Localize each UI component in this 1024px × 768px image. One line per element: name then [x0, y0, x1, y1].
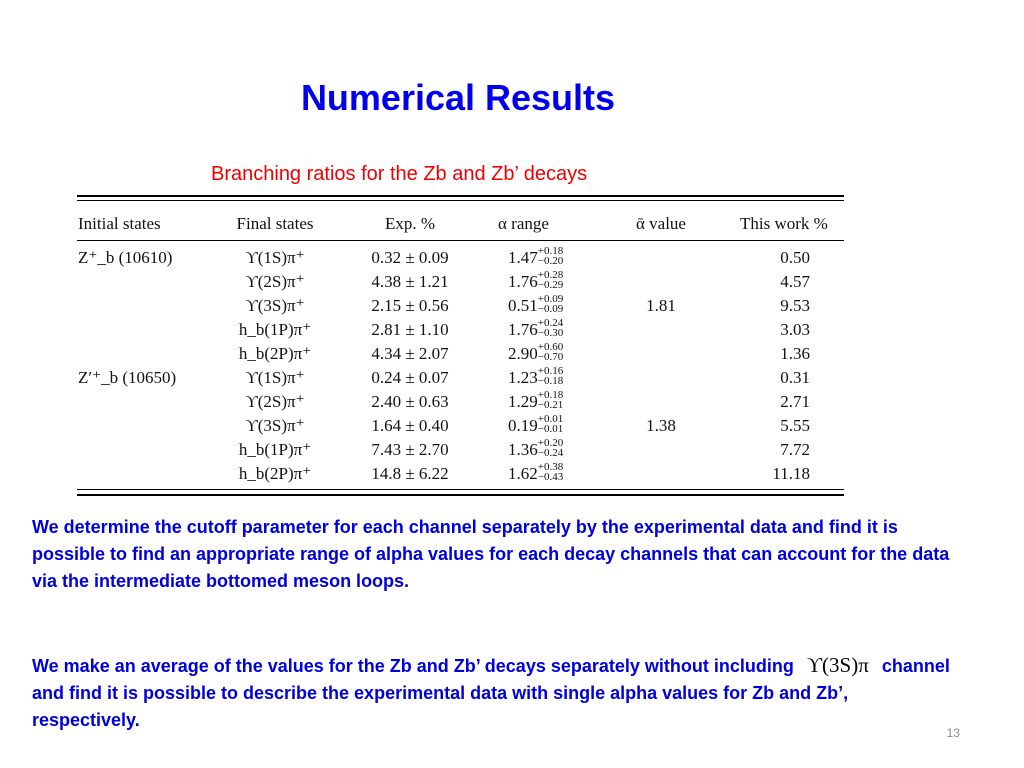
- cell-alpha-range: [508, 293, 618, 316]
- cell-this-work: 1.36: [780, 344, 810, 363]
- cell-exp: 2.15 ± 0.56: [371, 296, 449, 315]
- header-exp: Exp. %: [384, 214, 436, 233]
- alpha-uncertainty: [538, 414, 563, 434]
- upsilon-3s-pi-formula: ϒ(3S)π: [806, 653, 869, 677]
- alpha-value: 2.90: [508, 344, 538, 363]
- cell-final-state: h_b(2P)π⁺: [238, 464, 312, 483]
- cell-exp: 0.24 ± 0.07: [371, 368, 449, 387]
- paragraph-average-part2: channel and find it is possible to describe the experimental data with single alpha values for Zb and Zb’, respectively.: [32, 656, 950, 730]
- alpha-uncertainty: [538, 462, 563, 482]
- cell-exp: 4.34 ± 2.07: [371, 344, 449, 363]
- cell-exp: 4.38 ± 1.21: [371, 272, 449, 291]
- cell-this-work: 2.71: [780, 392, 810, 411]
- cell-alpha-range: [508, 437, 618, 460]
- table-top-rule: [77, 195, 844, 197]
- alpha-lower-error: −0.24: [537, 447, 564, 459]
- table-top-rule-2: [77, 200, 844, 201]
- cell-exp: 0.32 ± 0.09: [371, 248, 449, 267]
- alpha-uncertainty: [538, 294, 563, 314]
- cell-alpha-range: [508, 245, 618, 268]
- cell-this-work: 5.55: [780, 416, 810, 435]
- cell-alpha-bar: 1.81: [646, 296, 676, 315]
- alpha-lower-error: −0.70: [537, 351, 564, 363]
- alpha-upper-error: +0.09: [537, 293, 564, 305]
- cell-final-state: ϒ(3S)π⁺: [245, 416, 305, 435]
- paragraph-average-part1: We make an average of the values for the Zb and Zb’ decays separately without including: [32, 656, 794, 676]
- cell-this-work: 0.31: [780, 368, 810, 387]
- alpha-value: 1.47: [508, 248, 538, 267]
- alpha-uncertainty: [538, 390, 563, 410]
- cell-exp: 1.64 ± 0.40: [371, 416, 449, 435]
- table-header-rule: [77, 240, 844, 241]
- cell-alpha-range: [508, 317, 618, 340]
- table-caption: Branching ratios for the Zb and Zb’ decays: [211, 163, 588, 185]
- header-initial-states: Initial states: [78, 214, 161, 233]
- alpha-value: 1.76: [508, 272, 538, 291]
- table-bottom-rule: [77, 489, 844, 490]
- alpha-upper-error: +0.18: [537, 245, 564, 257]
- cell-this-work: 9.53: [780, 296, 810, 315]
- cell-this-work: 7.72: [780, 440, 810, 459]
- alpha-lower-error: −0.29: [537, 279, 564, 291]
- alpha-uncertainty: [538, 270, 563, 290]
- cell-final-state: ϒ(1S)π⁺: [245, 248, 305, 267]
- alpha-upper-error: +0.60: [537, 341, 564, 353]
- alpha-value: 1.36: [508, 440, 538, 459]
- alpha-lower-error: −0.30: [537, 327, 564, 339]
- cell-this-work: 0.50: [780, 248, 810, 267]
- alpha-upper-error: +0.20: [537, 437, 564, 449]
- slide-title: Numerical Results: [300, 77, 616, 118]
- alpha-value: 0.19: [508, 416, 538, 435]
- cell-initial-state: Z⁺_b (10610): [78, 248, 173, 267]
- alpha-lower-error: −0.01: [537, 423, 564, 435]
- cell-exp: 2.81 ± 1.10: [371, 320, 449, 339]
- alpha-value: 0.51: [508, 296, 538, 315]
- cell-exp: 7.43 ± 2.70: [371, 440, 449, 459]
- cell-alpha-range: [508, 389, 618, 412]
- page-number: 13: [946, 726, 960, 740]
- cell-final-state: ϒ(1S)π⁺: [245, 368, 305, 387]
- cell-alpha-range: [508, 413, 618, 436]
- cell-this-work: 4.57: [780, 272, 810, 291]
- paragraph-cutoff: We determine the cutoff parameter for each channel separately by the experimental data and find it is possible to find an appropriate range of alpha values for each decay channels that can account for the data via the intermediate bottomed meson loops.: [32, 517, 950, 591]
- alpha-upper-error: +0.16: [537, 365, 564, 377]
- alpha-uncertainty: [538, 438, 563, 458]
- alpha-upper-error: +0.28: [537, 269, 564, 281]
- cell-final-state: ϒ(2S)π⁺: [245, 272, 305, 291]
- alpha-value: 1.62: [508, 464, 538, 483]
- header-alpha-bar: ᾱ value: [636, 214, 686, 233]
- cell-exp: 14.8 ± 6.22: [371, 464, 449, 483]
- alpha-uncertainty: [538, 366, 563, 386]
- alpha-lower-error: −0.21: [537, 399, 564, 411]
- cell-alpha-range: [508, 341, 618, 364]
- alpha-lower-error: −0.09: [537, 303, 564, 315]
- alpha-lower-error: −0.18: [537, 375, 564, 387]
- alpha-value: 1.76: [508, 320, 538, 339]
- header-final-states: Final states: [236, 214, 314, 233]
- alpha-lower-error: −0.43: [537, 471, 564, 483]
- alpha-lower-error: −0.20: [537, 255, 564, 267]
- cell-alpha-range: [508, 269, 618, 292]
- alpha-upper-error: +0.38: [537, 461, 564, 473]
- alpha-upper-error: +0.18: [537, 389, 564, 401]
- header-this-work: This work %: [740, 214, 828, 233]
- table-bottom-rule-2: [77, 494, 844, 496]
- alpha-value: 1.29: [508, 392, 538, 411]
- cell-exp: 2.40 ± 0.63: [371, 392, 449, 411]
- cell-initial-state: Z′⁺_b (10650): [78, 368, 177, 387]
- alpha-value: 1.23: [508, 368, 538, 387]
- cell-final-state: h_b(1P)π⁺: [238, 440, 312, 459]
- cell-alpha-range: [508, 365, 618, 388]
- paragraph-average: [32, 652, 952, 734]
- cell-final-state: h_b(2P)π⁺: [238, 344, 312, 363]
- cell-alpha-range: [508, 461, 618, 484]
- header-alpha-range: α range: [498, 214, 549, 233]
- cell-final-state: h_b(1P)π⁺: [238, 320, 312, 339]
- cell-this-work: 3.03: [780, 320, 810, 339]
- alpha-uncertainty: [538, 246, 563, 266]
- cell-final-state: ϒ(3S)π⁺: [245, 296, 305, 315]
- alpha-uncertainty: [538, 342, 563, 362]
- cell-alpha-bar: 1.38: [646, 416, 676, 435]
- alpha-upper-error: +0.24: [537, 317, 564, 329]
- alpha-upper-error: +0.01: [537, 413, 564, 425]
- cell-final-state: ϒ(2S)π⁺: [245, 392, 305, 411]
- cell-this-work: 11.18: [772, 464, 810, 483]
- alpha-uncertainty: [538, 318, 563, 338]
